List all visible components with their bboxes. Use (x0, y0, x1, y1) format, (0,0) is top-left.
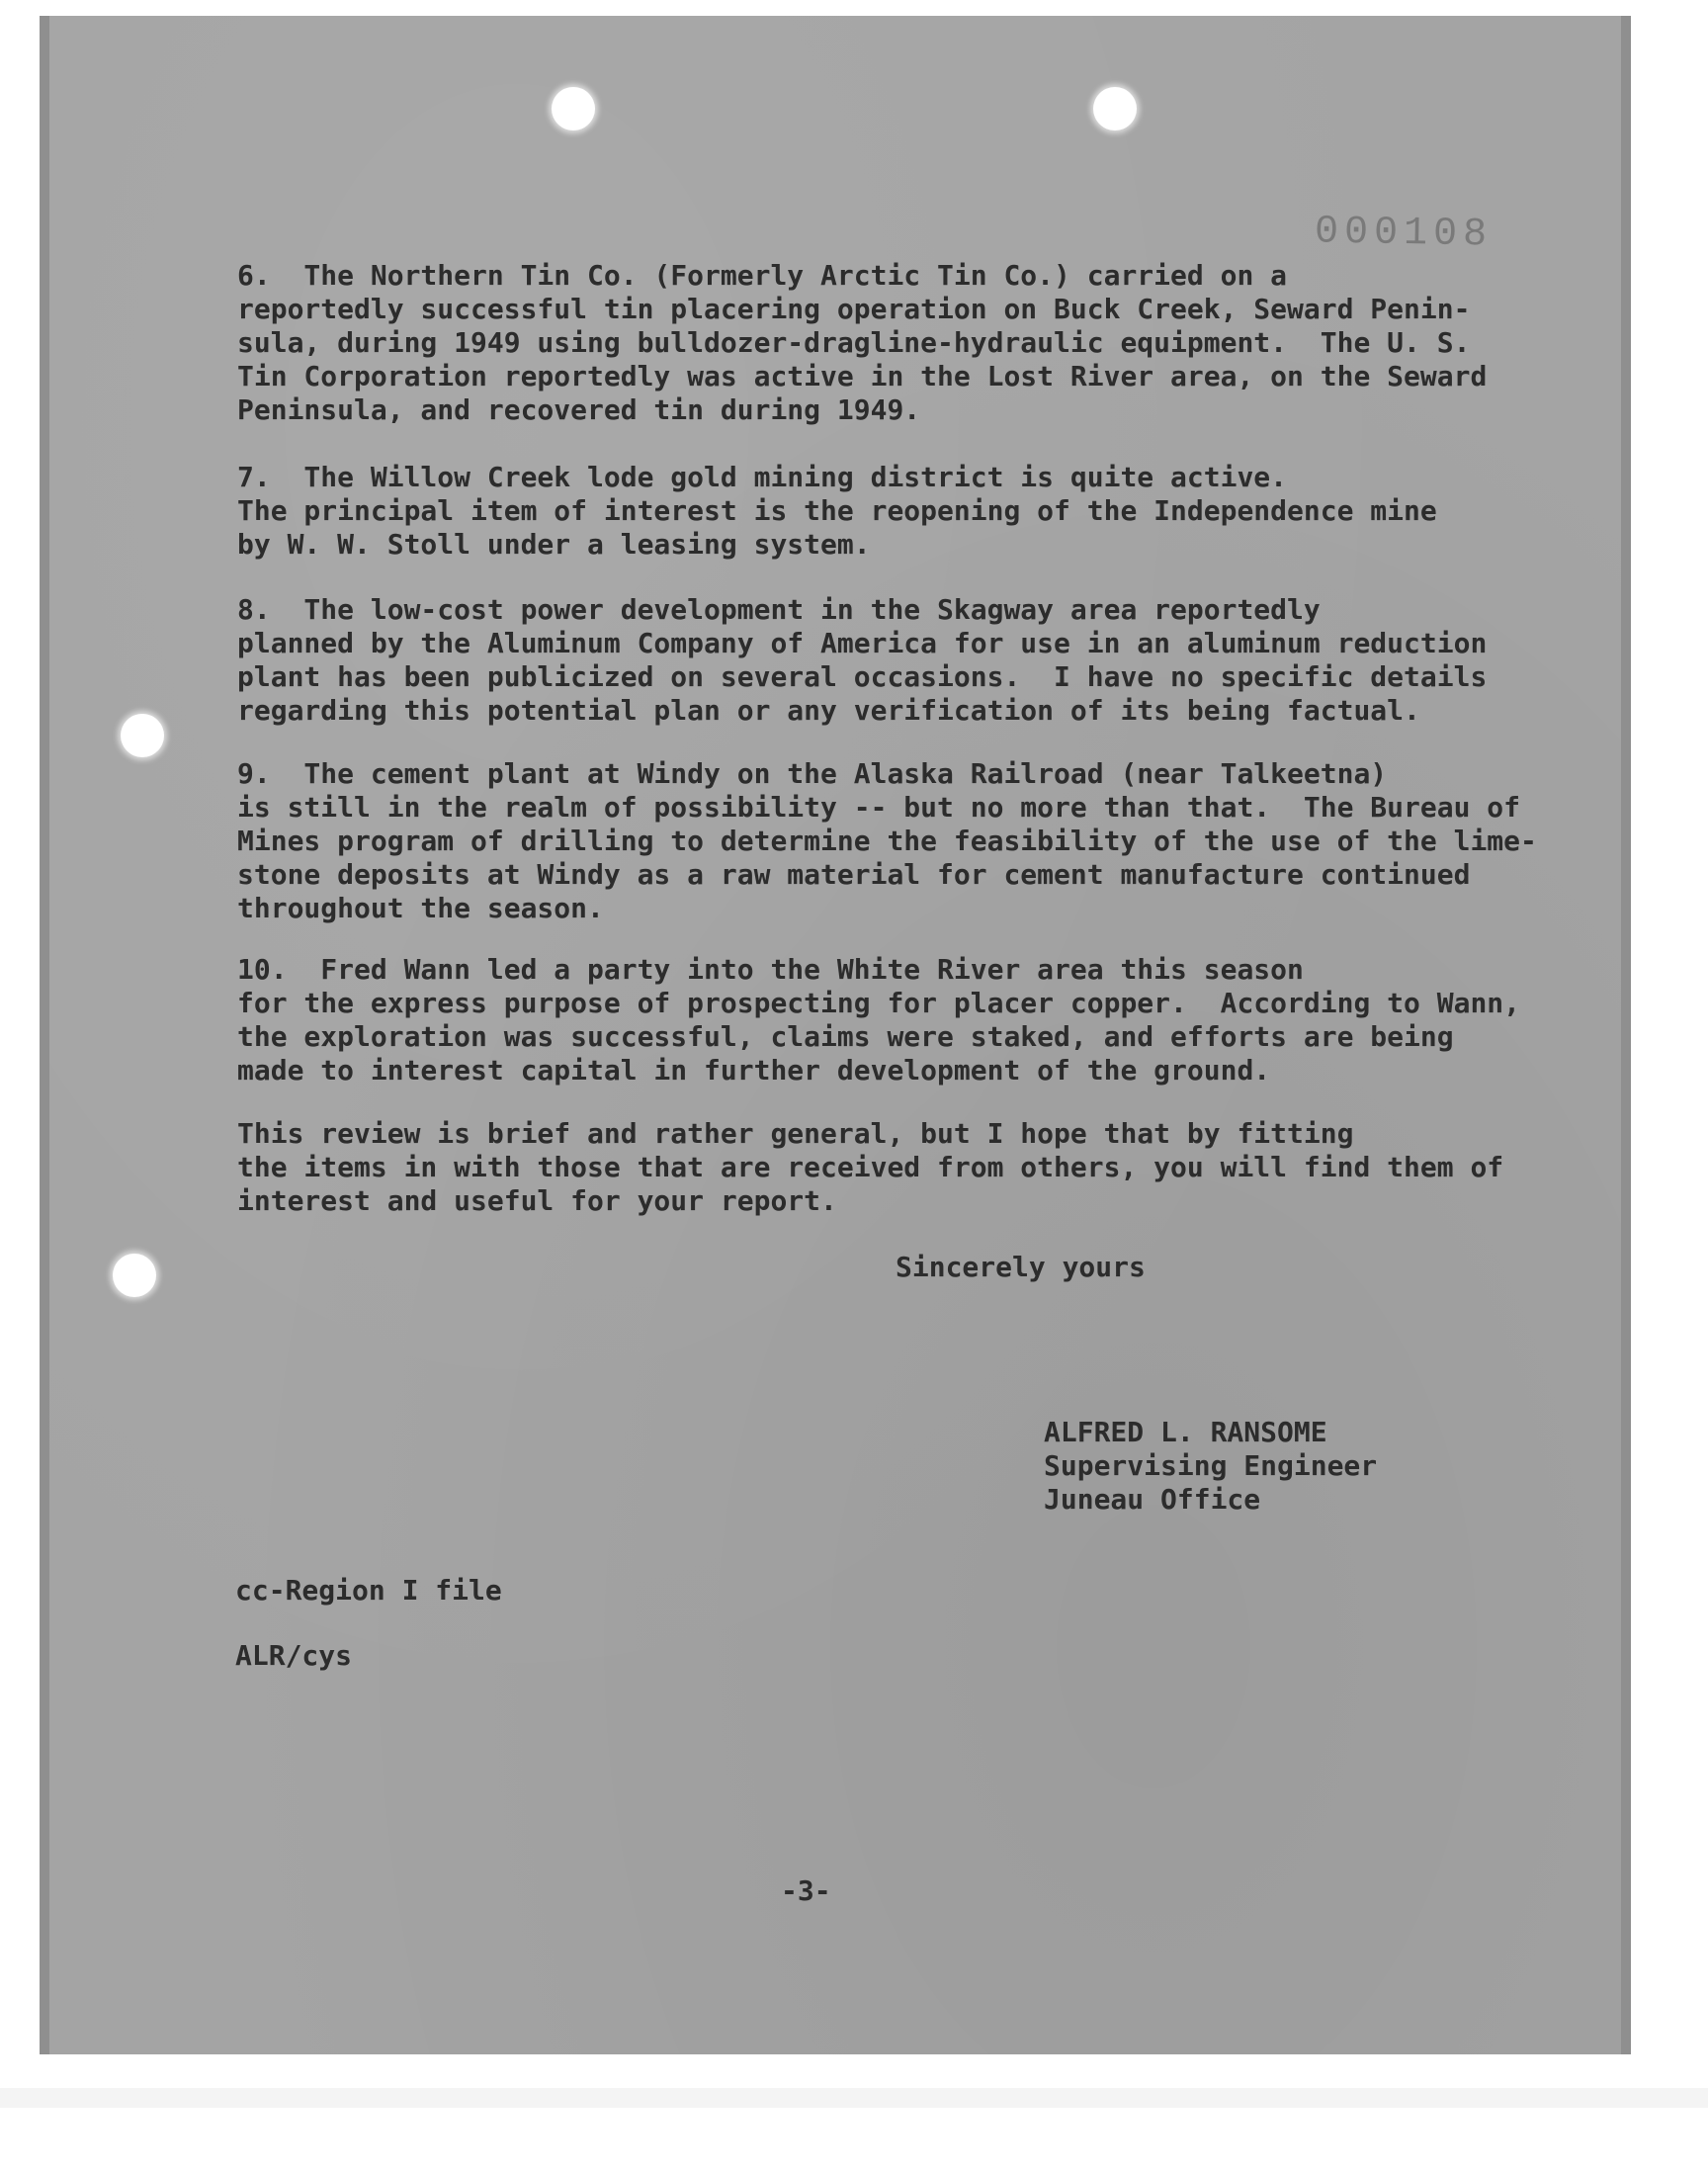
scan-bottom-strip (0, 2088, 1708, 2108)
punch-hole-top-left (552, 87, 595, 130)
punch-hole-left-lower (113, 1254, 156, 1297)
page-edge-right (1621, 16, 1631, 2054)
paragraph-9: 9. The cement plant at Windy on the Alaska Railroad (near Talkeetna) is still in the realm of possibility -- but no more than that. The Bureau of Mines program of drilling to determine the feasibility of the use of the lime- stone deposits at Windy as a raw material for cement manufacture continued throughout the season. (237, 757, 1537, 924)
typist-initials: ALR/cys (235, 1639, 353, 1672)
signature-block: ALFRED L. RANSOME Supervising Engineer Juneau Office (1044, 1416, 1378, 1516)
paragraph-8: 8. The low-cost power development in the Skagway area reportedly planned by the Aluminum Company of America for use in an aluminum reduction plant has been publicized on several occasions. I have no specific details regarding this potential plan or any verification of its being factual. (237, 593, 1488, 727)
paragraph-7: 7. The Willow Creek lode gold mining district is quite active. The principal item of interest is the reopening of the Independence mine by W. W. Stoll under a leasing system. (237, 461, 1437, 561)
carbon-copy-line: cc-Region I file (235, 1574, 502, 1607)
document-stamp-number: 000108 (1314, 210, 1494, 258)
punch-hole-top-right (1093, 87, 1137, 130)
page-number: -3- (781, 1874, 831, 1907)
page-edge-left (40, 16, 49, 2054)
punch-hole-left-upper (121, 714, 164, 757)
paragraph-10: 10. Fred Wann led a party into the White River area this season for the express purpose of prospecting for placer copper. According to Wann, the exploration was successful, claims were staked, and efforts are being made to interest capital in further development of the ground. (237, 953, 1521, 1087)
closing-paragraph: This review is brief and rather general, but I hope that by fitting the items in with those that are received from others, you will find them of interest and useful for your report. (237, 1117, 1504, 1217)
paragraph-6: 6. The Northern Tin Co. (Formerly Arctic Tin Co.) carried on a reportedly successful tin placering operation on Buck Creek, Seward Penin- sula, during 1949 using bulldozer-dragline-hydraulic equipment. The U. S. Tin Corporation reportedly was active in the Lost River area, on the Seward Peninsula, and recovered tin during 1949. (237, 259, 1488, 426)
complimentary-close: Sincerely yours (896, 1251, 1146, 1283)
